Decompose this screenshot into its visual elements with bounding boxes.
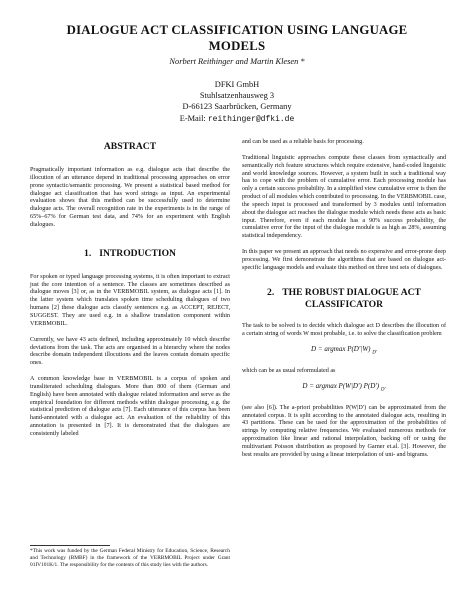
right-paragraph-5: which can be as usual reformulated as [242,367,336,374]
section-2-title-line-2: CLASSIFICATOR [304,298,383,310]
abstract-text: Pragmatically important information as e.g. dialogue acts that describe the illocution of an utterance depend in traditional processing approaches on error prone syntactic/semantic processing. We present a statistical based method for dialogue act classification that has word strings as input. An experimental evaluation shows that this method can be successfully used to determine dialogue acts. The overall recognition rate in the experiments is in the range of 65%–67% for German test data, and 74% for an experiment with English dialogues. [30,167,230,228]
title-line-1: DIALOGUE ACT CLASSIFICATION USING LANGUAGE [66,23,408,37]
affiliation-org: DFKI GmbH [214,80,260,89]
right-paragraph-3: In this paper we present an approach that needs no expensive and error-prone deep processing. We first demonstrate the algorithms that are based on dialogue act-specific language models and evaluate this method on three test sets of dialogues. [242,249,446,271]
equation-2-subscript: D′ [380,387,386,393]
affiliation-street: Stuhlsatzenhausweg 3 [199,91,275,101]
footnote-rule [30,545,110,546]
right-paragraph-4: The task to be solved is to decide which dialogue act D describes the illocution of a certain string of words W most probable, i.e. to solve the classification problem [242,322,446,337]
section-2-title-line-1: THE ROBUST DIALOGUE ACT [282,286,421,298]
equation-1-subscript: D′ [372,350,377,356]
intro-paragraph-1: For spoken or typed language processing systems, it is often important to extract just the core intention of a sentence. The classes are sometimes described as dialogue moves [3] or, as in the VERBMOBIL system, as dialogue acts [1]. In the latter system which translates spoken time scheduling dialogues of two humans [2] these dialogue acts classify sentences e.g. as ACCEPT, REJECT, SUGGEST. They are used e.g. in a shallow translation component within VERBMOBIL. [30,273,230,327]
affiliation-email [20,113,454,125]
email-label: E-Mail: [179,113,208,123]
right-paragraph-1: and can be used as a reliable basis for processing. [242,139,364,145]
equation-1-body: D = argmax P(D′|W) [311,345,371,354]
intro-paragraph-2: Currently, we have 43 acts defined, including approximately 10 which describe deviations from the task. The acts are organised in a hierarchy where the nodes describe domain independent illocutions and the leaves contain domain specific ones. [30,336,230,367]
abstract-heading: ABSTRACT [103,141,157,152]
section-2-heading-line-1 [242,287,446,299]
intro-title: INTRODUCTION [99,247,176,259]
intro-number: 1. [84,247,92,259]
right-column [242,139,446,468]
equation-1 [242,346,446,357]
intro-paragraph-3: A common knowledge base in VERBMOBIL is a corpus of spoken and transliterated scheduling dialogues. More than 800 of them (German and English) have been annotated with dialogue related information and serve as the empirical foundation for different methods within dialogue processing, e.g. the statistical prediction of dialogue acts [7]. Each utterance of this corpus has been hand-annotated with a dialogue act. An evaluation of the reliability of this annotation is presented in [7]. It is demonstrated that the dialogues are consistently labeled [30,376,230,437]
section-2-number: 2. [267,286,275,298]
right-paragraph-6: (see also [6]). The a-priori probabilities P(W|D′) can be approximated from the annotated corpus. It is split according to the annotated dialogue acts, resulting in 43 partitions. These can be used for the approximation of the probabilities of strings by computing relative frequencies. We evaluated numerous methods for approximation like linear and rational interpolation, backing off or using the multivariant Poisson distribution as proposed by Garner et.al. [3]. However, the best results are provided by using a linear interpolation of uni- and bigrams. [242,404,446,458]
affiliation [20,79,454,125]
footnote: *This work was funded by the German Federal Ministry for Education, Science, Research and Technology (BMBF) in the framework of the VERBMOBIL Project under Grant 01IV101K/1. The responsibility for the contents of this study lies with the authors. [30,548,230,568]
right-paragraph-2: Traditional linguistic approaches compute these classes from syntactically and semantically rich feature structures which require extensive, hand-coded linguistic and world knowledge sources. However, a system built in such a traditional way has to cope with the problem of cumulative error. Each processing module has only a certain success probability. In a simplified view cumulative error is then the product of all modules which contributed to processing. In the VERBMOBIL case, the speech input is processed and transformed by 3 modules until information about the dialogue act reaches the dialogue module which needs these acts as basic input. Therefore, even if each module has a 90% success probability, the cumulative error for the input of the dialogue module is as high as 28%, assuming statistical independency. [242,154,446,240]
email-address: reithinger@dfki.de [207,114,295,124]
left-column [30,141,230,447]
authors: Norbert Reithinger and Martin Klesen * [169,57,305,66]
intro-heading [30,248,230,260]
equation-2-body: D = argmax P(W|D′) P(D′) [302,382,380,391]
section-2-heading [242,287,446,311]
equation-2 [242,383,446,394]
title-line-2: MODELS [208,39,266,53]
affiliation-city: D-66123 Saarbrücken, Germany [182,102,292,112]
paper-title [20,22,454,54]
